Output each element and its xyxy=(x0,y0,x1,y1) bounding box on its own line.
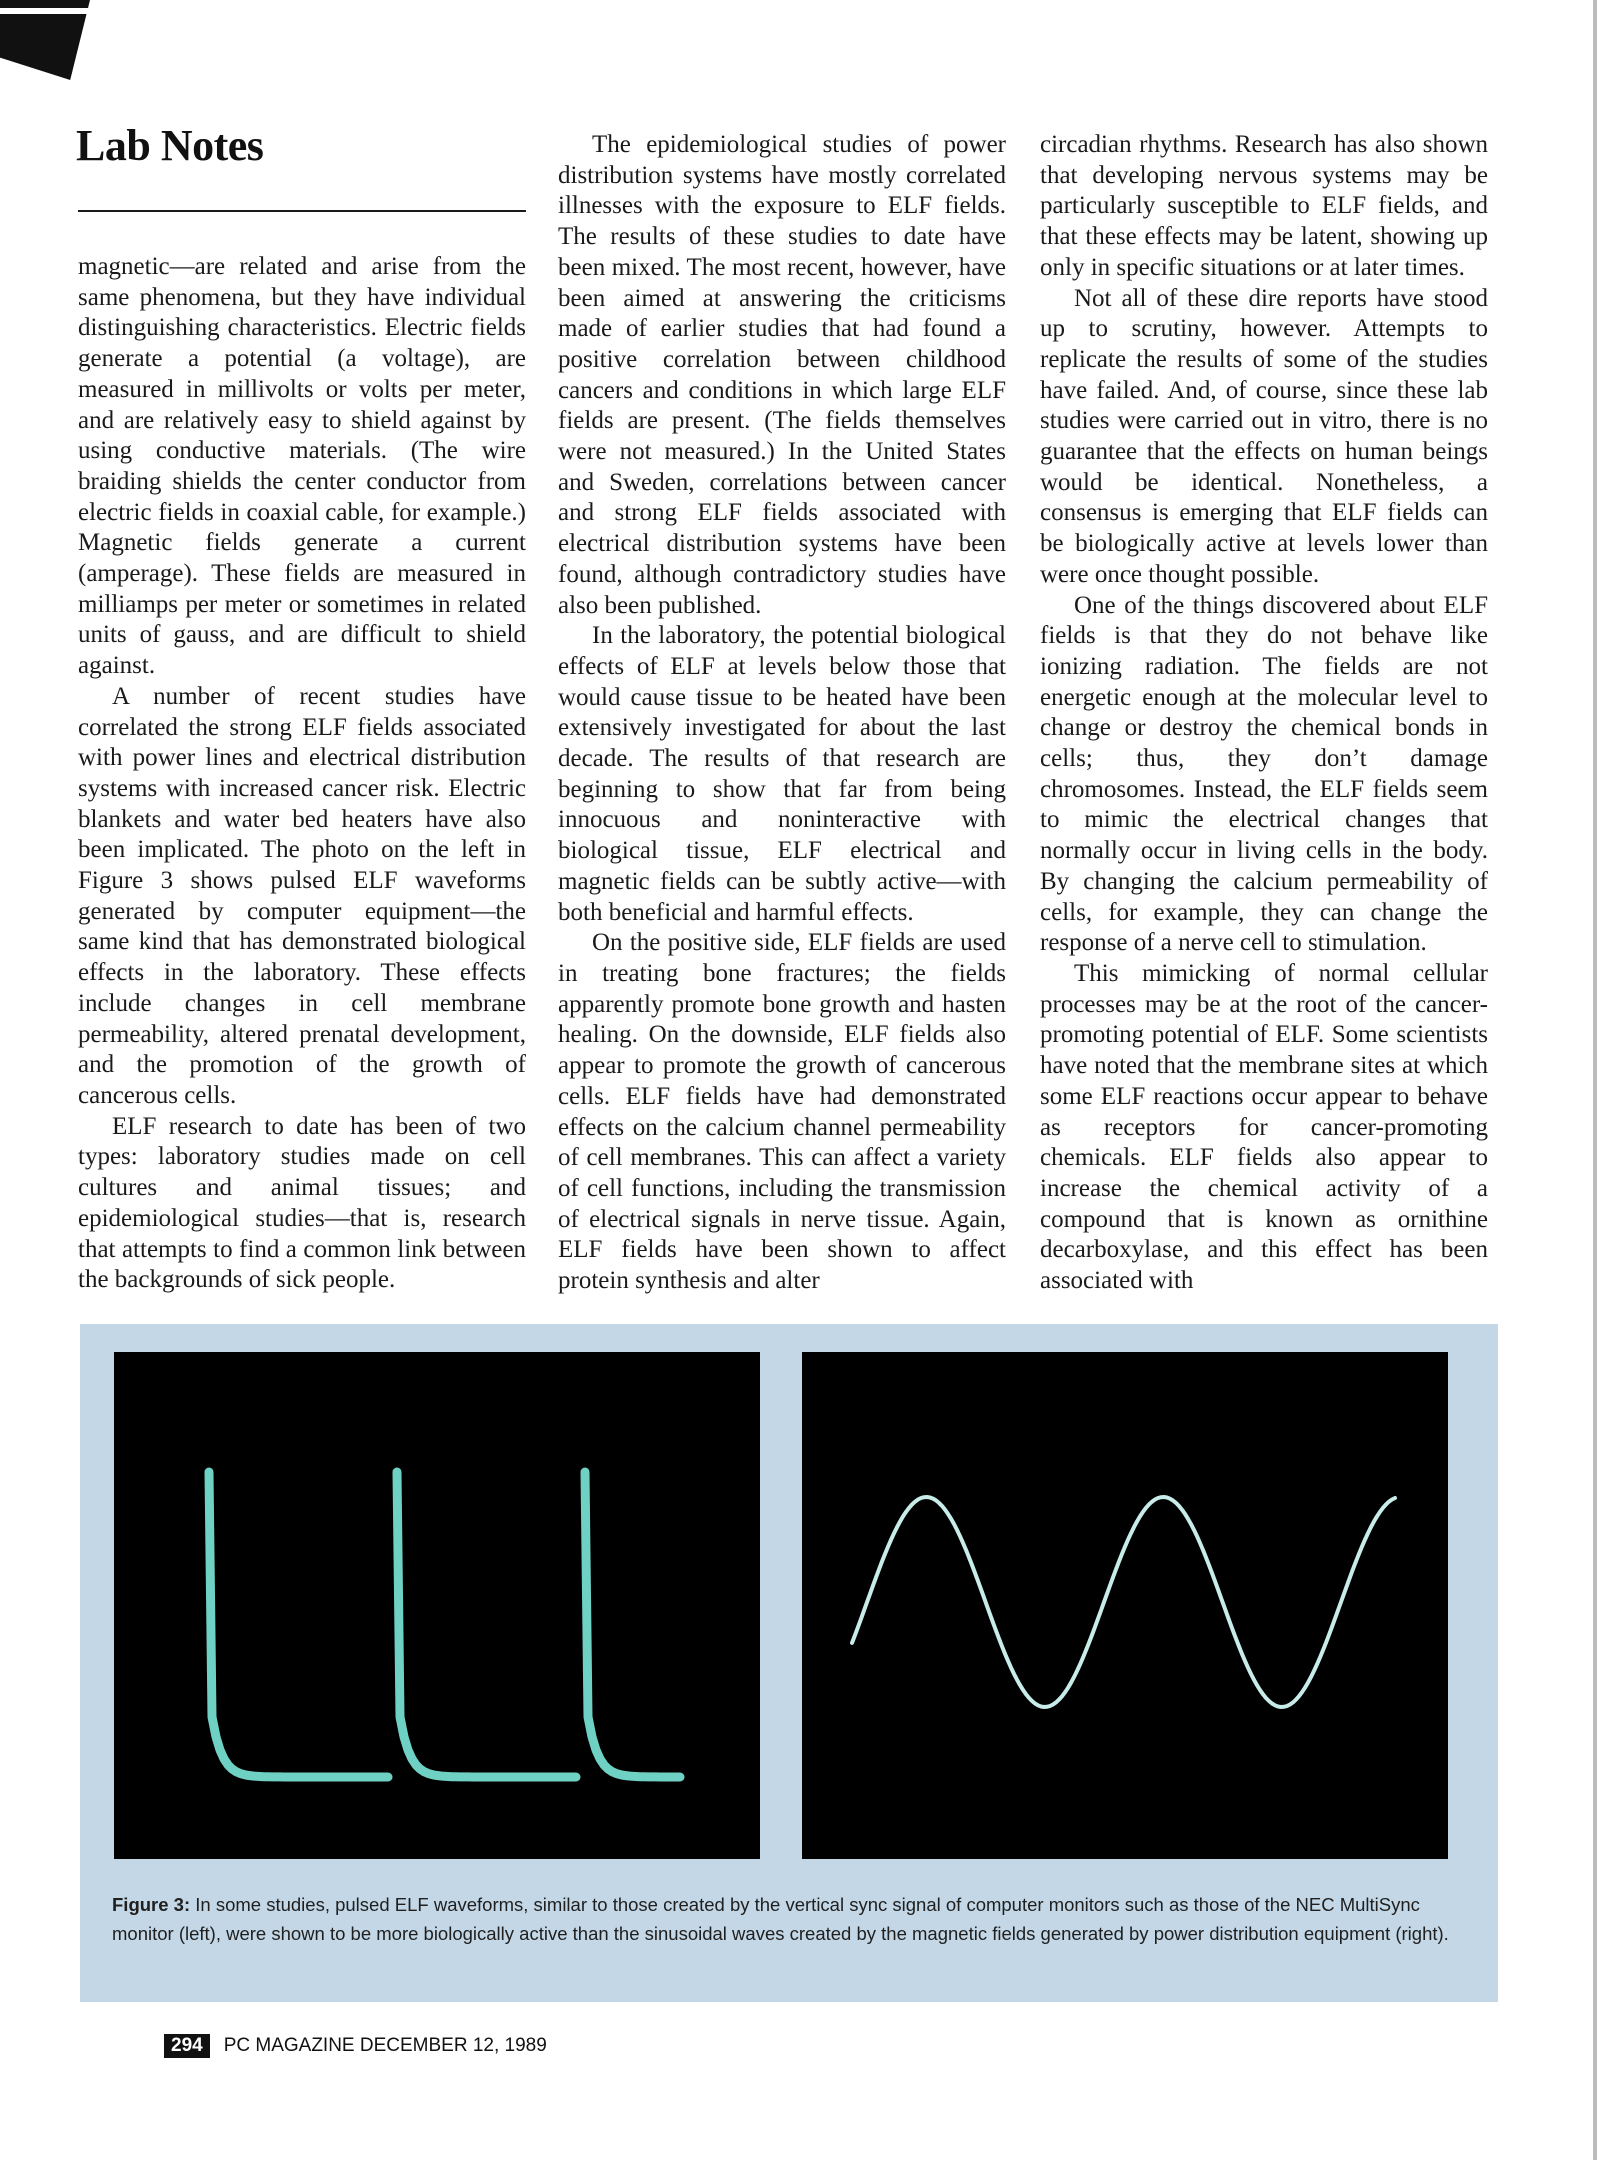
paragraph: This mimicking of normal cellular processes may be at the root of the cancer-promoting potential of ELF. Some scientists have noted that the membrane sites at which some ELF reactions occur appear to behave as receptors for cancer-promoting chemicals. ELF fields also appear to increase the chemical activity of a compound that is known as ornithine decarboxylase, and this effect has been associated with xyxy=(1040,959,1488,1295)
top-rule xyxy=(0,8,95,14)
paragraph: The epidemiological studies of power distribution systems have mostly correlated illnesses with the exposure to ELF fields. The results of these studies to date have been mixed. The most recent, however, have been aimed at answering the criticisms made of earlier studies that had found a positive correlation between childhood cancers and conditions in which large ELF fields are present. (The fields themselves were not measured.) In the United States and Sweden, correlations between cancer and strong ELF fields associated with electrical distribution systems have been found, although contradictory studies have also been published. xyxy=(558,131,1006,619)
pulse-trace xyxy=(209,1472,388,1777)
sine-waveform-photo xyxy=(802,1352,1448,1859)
paragraph: A number of recent studies have correlated the strong ELF fields associated with power lines and electrical distribution systems with increased cancer risk. Electric blankets and water bed heaters have also been implicated. The photo on the left in Figure 3 shows pulsed ELF waveforms generated by computer equipment—the same kind that has demonstrated biological effects in the laboratory. These effects include changes in cell membrane permeability, altered prenatal development, and the promotion of the growth of cancerous cells. xyxy=(78,682,526,1109)
publication-line: PC MAGAZINE DECEMBER 12, 1989 xyxy=(223,2035,547,2056)
paragraph: In the laboratory, the potential biological effects of ELF at levels below those that would cause tissue to be heated have been extensively investigated for about the last decade. The results of that research are beginning to show that far from being innocuous and noninteractive with biological tissue, ELF electrical and magnetic fields can be subtly active—with both beneficial and harmful effects. xyxy=(558,622,1006,926)
figure-caption-text: In some studies, pulsed ELF waveforms, similar to those created by the vertical sync signal of computer monitors such as those of the NEC MultiSync monitor (left), were shown to be more biologically active than the sinusoidal waves created by the magnetic fields generated by power distribution equipment (right). xyxy=(112,1894,1449,1944)
pulsed-waveform-photo xyxy=(114,1352,760,1859)
paragraph: Not all of these dire reports have stood up to scrutiny, however. Attempts to replicate the results of some of the studies have failed. And, of course, since these lab studies were carried out in vitro, there is no guarantee that the effects on human beings would be identical. Nonetheless, a consensus is emerging that ELF fields can be biologically active at levels lower than were once thought possible. xyxy=(1040,284,1488,588)
paragraph: On the positive side, ELF fields are used in treating bone fractures; the fields apparently promote bone growth and hasten healing. On the downside, ELF fields also appear to promote the growth of cancerous cells. ELF fields have had demonstrated effects on the calcium channel permeability of cell membranes. This can affect a variety of cell functions, including the transmission of electrical signals in nerve tissue. Again, ELF fields have been shown to affect protein synthesis and alter xyxy=(558,929,1006,1295)
paragraph: magnetic—are related and arise from the same phenomena, but they have individual distinguishing characteristics. Electric fields generate a potential (a voltage), are measured in millivolts or volts per meter, and are relatively easy to shield against by using conductive materials. (The wire braiding shields the center conductor from electric fields in coaxial cable, for example.) Magnetic fields generate a current (amperage). These fields are measured in milliamps per meter or sometimes in related units of gauss, and are difficult to shield against. xyxy=(78,253,526,680)
text-column-3 xyxy=(1040,130,1488,1297)
title-divider xyxy=(78,210,526,212)
figure-caption xyxy=(112,1890,1462,1948)
section-title: Lab Notes xyxy=(76,121,264,170)
pulsed-waveform-trace xyxy=(114,1352,760,1859)
page-footer xyxy=(164,2034,547,2058)
figure-3-panel xyxy=(80,1324,1498,2002)
pulse-trace xyxy=(397,1472,576,1777)
sine-trace xyxy=(852,1497,1395,1707)
sine-waveform-trace xyxy=(802,1352,1448,1859)
text-column-2 xyxy=(558,130,1006,1297)
paragraph: One of the things discovered about ELF fields is that they do not behave like ionizing radiation. The fields are not energetic enough at the molecular level to change or destroy the chemical bonds in cells; thus, they don’t damage chromosomes. Instead, the ELF fields seem to mimic the electrical changes that normally occur in living cells in the body. By changing the calcium permeability of cells, for example, they can change the response of a nerve cell to stimulation. xyxy=(1040,591,1488,957)
paragraph: circadian rhythms. Research has also shown that developing nervous systems may be particularly susceptible to ELF fields, and that these effects may be latent, showing up only in specific situations or at later times. xyxy=(1040,131,1488,281)
page-number: 294 xyxy=(164,2034,210,2058)
text-column-1 xyxy=(78,252,526,1296)
paragraph: ELF research to date has been of two types: laboratory studies made on cell cultures and animal tissues; and epidemiological studies—that is, research that attempts to find a common link between the backgrounds of sick people. xyxy=(78,1112,526,1294)
pulse-trace xyxy=(585,1472,680,1777)
page-edge-shadow xyxy=(1593,0,1597,2160)
figure-label: Figure 3: xyxy=(112,1894,191,1915)
